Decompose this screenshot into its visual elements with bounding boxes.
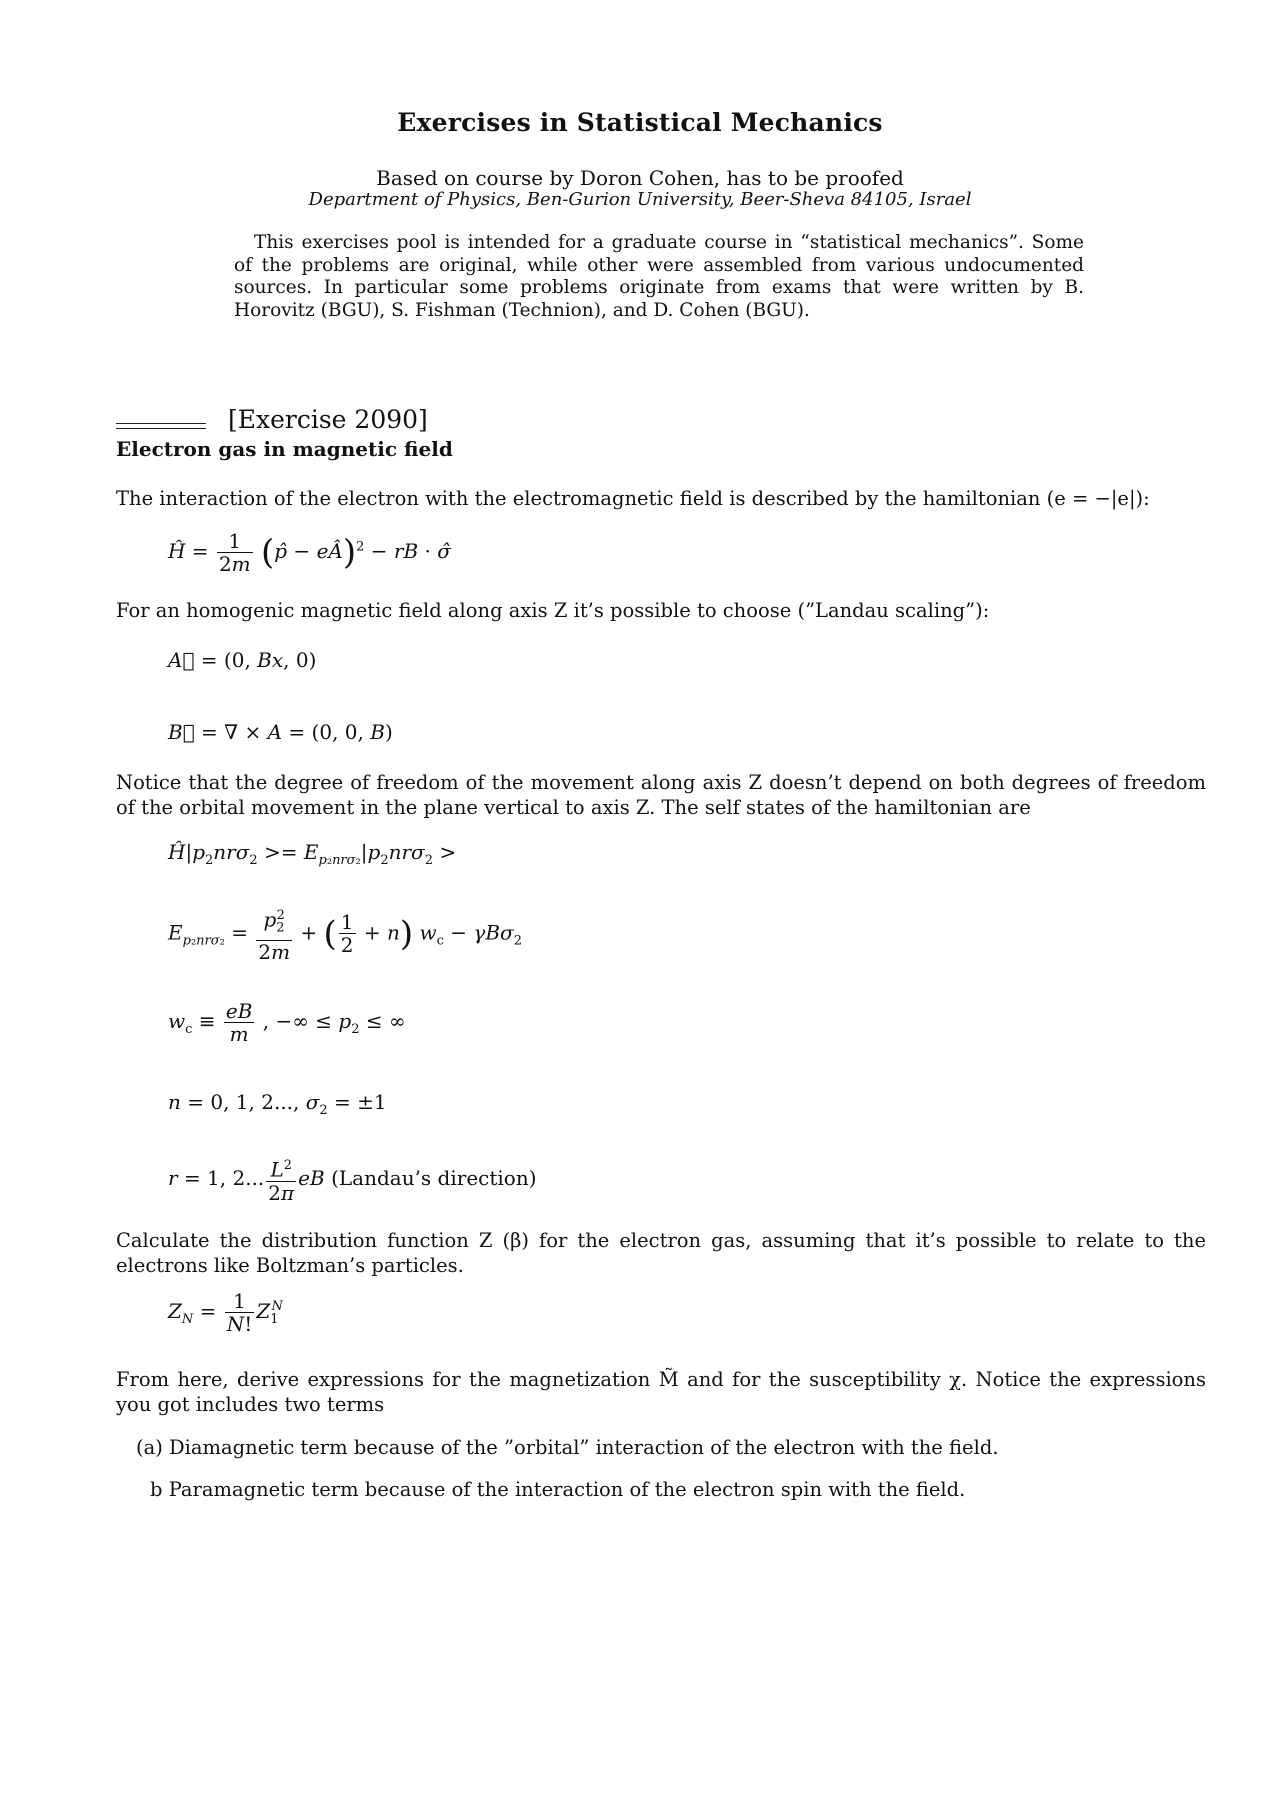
list-item-text: Paramagnetic term because of the interaction of the electron spin with the field. (168, 1478, 966, 1501)
magnetic-field-equation: B⃗ = ∇ × A = (0, 0, B) (168, 720, 393, 744)
list-item-marker: b (150, 1478, 163, 1501)
author-line: Based on course by Doron Cohen, has to be proofed (376, 166, 904, 190)
hamiltonian-equation: Ĥ = $\frac{1}{2m}$ (p̂ − eÂ)$^2$ − rB · σ̂ (168, 529, 451, 576)
intro-paragraph: The interaction of the electron with the electromagnetic field is described by the hamiltonian (e = −|e|): (116, 487, 1150, 510)
exercise-number: [Exercise 2090] (228, 405, 428, 434)
energy-equation: $E_{p_2nr\sigma_2}$ = $\frac{p_2^2}{2m}$ + ( $\frac{1}{2}$ + n) $w_c - \gamma B\sigma_2$ (168, 905, 522, 963)
exercise-rule (116, 423, 206, 429)
eigenstate-equation: $Ĥ|p_2nr\sigma_2 >= E_{p_2nr\sigma_2}|p_2nr\sigma_2$ > (168, 840, 457, 868)
cyclotron-frequency-equation: $w_c$ ≡ $\frac{eB}{m}$ , −∞ ≤ $p_2$ ≤ ∞ (168, 999, 406, 1046)
list-item (136, 1436, 999, 1459)
notice-paragraph: Notice that the degree of freedom of the movement along axis Z doesn’t depend on both degrees of freedom of the orbital movement in the plane vertical to axis Z. The self states of the hamiltonian are (116, 771, 1206, 819)
abstract: This exercises pool is intended for a graduate course in “statistical mechanics”. Some of the problems are original, while other were assembled from various undocumented sources. In particular some problems originate from exams that were written by B. Horovitz (BGU), S. Fishman (Technion), and D. Cohen (BGU). (234, 232, 1084, 321)
quantum-numbers-equation: n = 0, 1, 2..., $\sigma_2 = \pm 1$ (168, 1090, 387, 1118)
list-item (150, 1478, 965, 1501)
vector-potential-equation: A⃗ = (0, Bx, 0) (168, 648, 317, 672)
exercise-title: Electron gas in magnetic field (116, 437, 453, 461)
landau-paragraph: For an homogenic magnetic field along axis Z it’s possible to choose (”Landau scaling”): (116, 599, 990, 622)
document-title: Exercises in Statistical Mechanics (397, 108, 883, 137)
list-item-text: Diamagnetic term because of the ”orbital” interaction of the electron with the field. (169, 1436, 999, 1459)
derive-paragraph: From here, derive expressions for the magnetization M̃ and for the susceptibility χ. Notice the expressions you got includes two terms (116, 1368, 1206, 1416)
partition-function-equation: $Z_N$ = $\frac{1}{N!}$ $Z_1^N$ (168, 1289, 283, 1336)
calculate-paragraph: Calculate the distribution function Z (β) for the electron gas, assuming that it’s possible to relate to the electrons like Boltzman’s particles. (116, 1229, 1206, 1277)
department-line: Department of Physics, Ben-Gurion University, Beer-Sheva 84105, Israel (308, 189, 972, 210)
degeneracy-equation: r = 1, 2... $\frac{L^2}{2\pi}$ eB (Landau’s direction) (168, 1155, 537, 1204)
list-item-marker: (a) (136, 1436, 163, 1459)
landau-direction-label: (Landau’s direction) (331, 1165, 537, 1190)
